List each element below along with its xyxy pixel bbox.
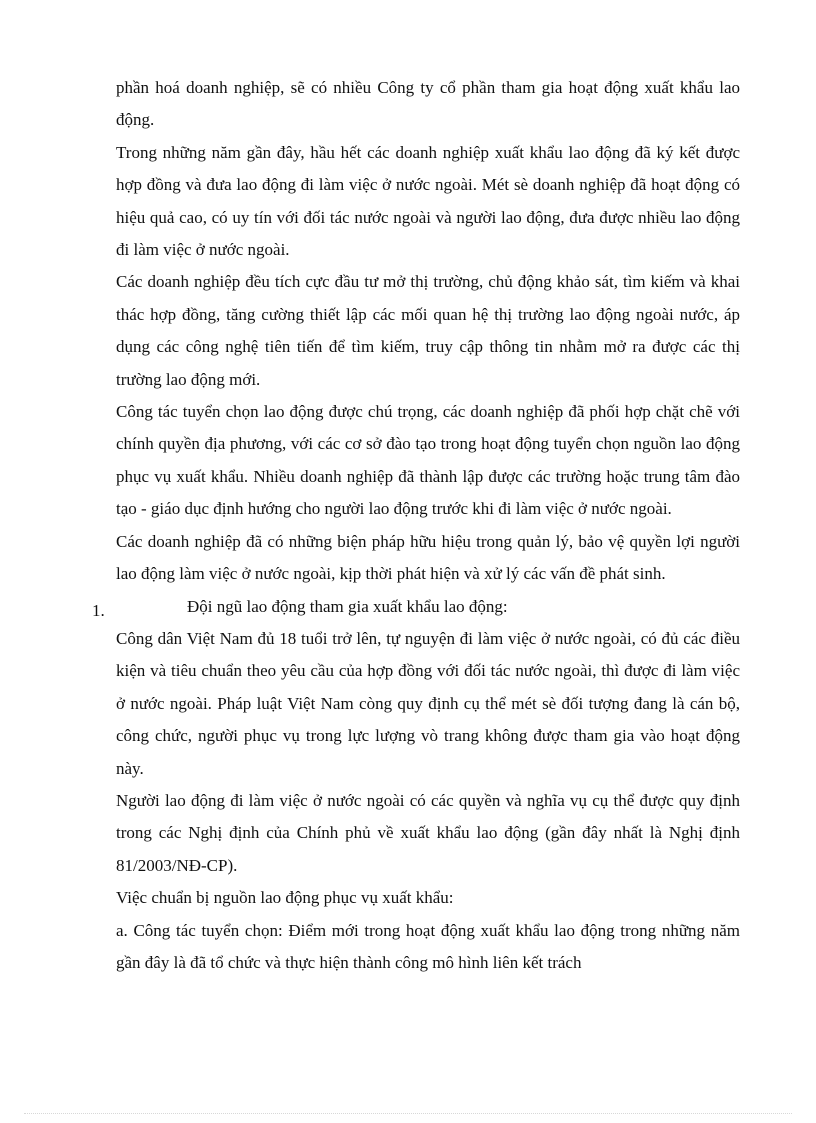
document-body (92, 72, 740, 979)
page-bottom-divider (24, 1113, 792, 1114)
section-title: Đội ngũ lao động tham gia xuất khẩu lao động: (187, 596, 508, 616)
paragraph-1: phần hoá doanh nghiệp, sẽ có nhiều Công ty cổ phần tham gia hoạt động xuất khẩu lao động. (116, 78, 740, 130)
section-number: 1. (92, 600, 105, 620)
section-paragraph-4: a. Công tác tuyển chọn: Điểm mới trong hoạt động xuất khẩu lao động trong những năm gần đây là đã tổ chức và thực hiện thành công mô hình liên kết trách (116, 920, 740, 972)
paragraph-3: Các doanh nghiệp đều tích cực đầu tư mở thị trường, chủ động khảo sát, tìm kiếm và khai thác hợp đồng, tăng cường thiết lập các mối quan hệ thị trường lao động ngoài nước, áp dụng các công nghệ tiên tiến để tìm kiếm, truy cập thông tin nhằm mở ra được các thị trường lao động mới. (116, 272, 740, 389)
section-heading (92, 591, 740, 623)
paragraph-4: Công tác tuyển chọn lao động được chú trọng, các doanh nghiệp đã phối hợp chặt chẽ với chính quyền địa phương, với các cơ sở đào tạo trong hoạt động tuyển chọn nguồn lao động phục vụ xuất khẩu. Nhiều doanh nghiệp đã thành lập được các trường hoặc trung tâm đào tạo - giáo dục định hướng cho người lao động trước khi đi làm việc ở nước ngoài. (116, 402, 740, 519)
paragraph-5: Các doanh nghiệp đã có những biện pháp hữu hiệu trong quản lý, bảo vệ quyền lợi người lao động làm việc ở nước ngoài, kịp thời phát hiện và xử lý các vấn đề phát sinh. (116, 531, 740, 584)
paragraph-2: Trong những năm gần đây, hầu hết các doanh nghiệp xuất khẩu lao động đã ký kết được hợp đồng và đưa lao động đi làm việc ở nước ngoài. Mét sè doanh nghiệp đã hoạt động có hiệu quả cao, có uy tín với đối tác nước ngoài và người lao động, đưa được nhiều lao động đi làm việc ở nước ngoài. (116, 142, 740, 260)
section-paragraph-2: Người lao động đi làm việc ở nước ngoài có các quyền và nghĩa vụ cụ thể được quy định trong các Nghị định của Chính phủ về xuất khẩu lao động (gần đây nhất là Nghị định 81/2003/NĐ-CP). (116, 790, 740, 875)
section-paragraph-1: Công dân Việt Nam đủ 18 tuổi trở lên, tự nguyện đi làm việc ở nước ngoài, có đủ các điều kiện và tiêu chuẩn theo yêu cầu của hợp đồng với đối tác nước ngoài, thì được đi làm việc ở nước ngoài. Pháp luật Việt Nam còng quy định cụ thể mét sè đối tượng đang là cán bộ, công chức, người phục vụ trong lực lượng vò trang không được tham gia vào hoạt động này. (116, 628, 740, 778)
section-paragraph-3: Việc chuẩn bị nguồn lao động phục vụ xuất khẩu: (116, 888, 454, 908)
